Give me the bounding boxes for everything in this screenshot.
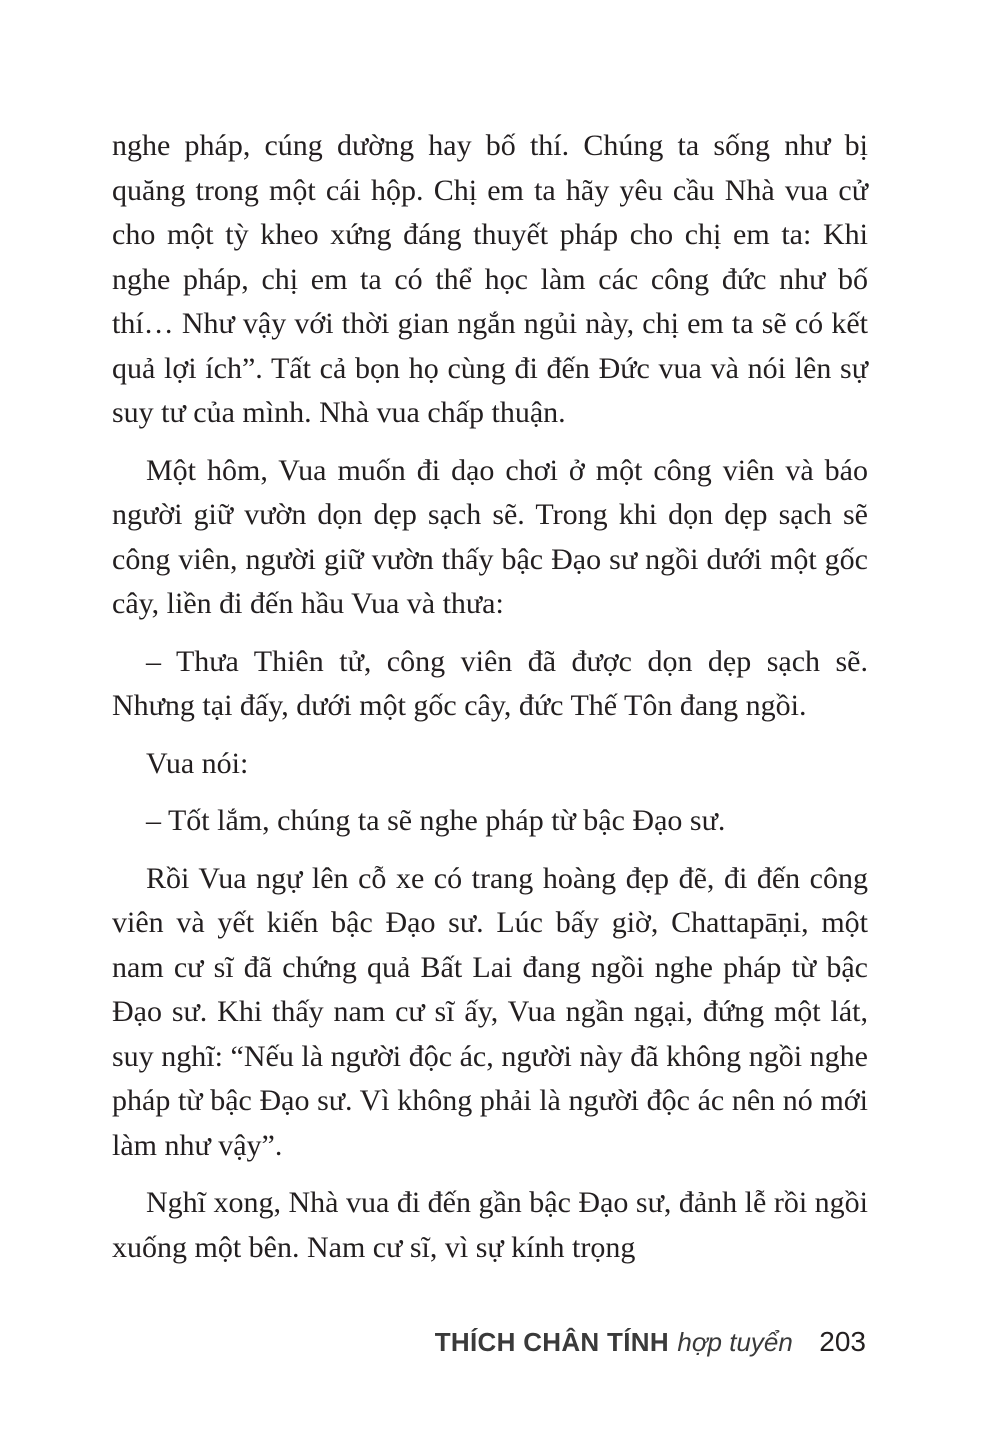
paragraph: – Thưa Thiên tử, công viên đã được dọn dẹp sạch sẽ. Nhưng tại đấy, dưới một gốc cây, đức Thế Tôn đang ngồi. bbox=[112, 644, 868, 722]
paragraph: Rồi Vua ngự lên cỗ xe có trang hoàng đẹp đẽ, đi đến công viên và yết kiến bậc Đạo sư. Lúc bấy giờ, Chattapāṇi, một nam cư sĩ đã chứng quả Bất Lai đang ngồi nghe pháp từ bậc Đạo sư. Khi thấy nam cư sĩ ấy, Vua ngần ngại, đứng một lát, suy nghĩ: “Nếu là người độc ác, người này đã không ngồi nghe pháp từ bậc Đạo sư. Vì không phải là người độc ác nên nó mới làm như vậy”. bbox=[112, 861, 868, 1162]
paragraph: Nghĩ xong, Nhà vua đi đến gần bậc Đạo sư, đảnh lễ rồi ngồi xuống một bên. Nam cư sĩ, vì sự kính trọng bbox=[112, 1186, 868, 1264]
footer-author: THÍCH CHÂN TÍNH bbox=[434, 1327, 669, 1357]
page-number: 203 bbox=[819, 1326, 866, 1357]
body-text bbox=[112, 124, 868, 1283]
paragraph: Một hôm, Vua muốn đi dạo chơi ở một công viên và báo người giữ vườn dọn dẹp sạch sẽ. Trong khi dọn dẹp sạch sẽ công viên, người giữ vườn thấy bậc Đạo sư ngồi dưới một gốc cây, liền đi đến hầu Vua và thưa: bbox=[112, 453, 868, 620]
footer-subtitle: hợp tuyển bbox=[677, 1327, 793, 1357]
paragraph: Vua nói: bbox=[146, 746, 249, 780]
paragraph: – Tốt lắm, chúng ta sẽ nghe pháp từ bậc Đạo sư. bbox=[146, 804, 726, 837]
page-footer bbox=[0, 1326, 866, 1358]
paragraph: nghe pháp, cúng dường hay bố thí. Chúng ta sống như bị quăng trong một cái hộp. Chị em ta hãy yêu cầu Nhà vua cử cho một tỳ kheo xứng đáng thuyết pháp cho chị em ta: Khi nghe pháp, chị em ta có thể học làm các công đức như bố thí… Như vậy với thời gian ngắn ngủi này, chị em ta sẽ có kết quả lợi ích”. Tất cả bọn họ cùng đi đến Đức vua và nói lên sự suy tư của mình. Nhà vua chấp thuận. bbox=[112, 129, 868, 429]
